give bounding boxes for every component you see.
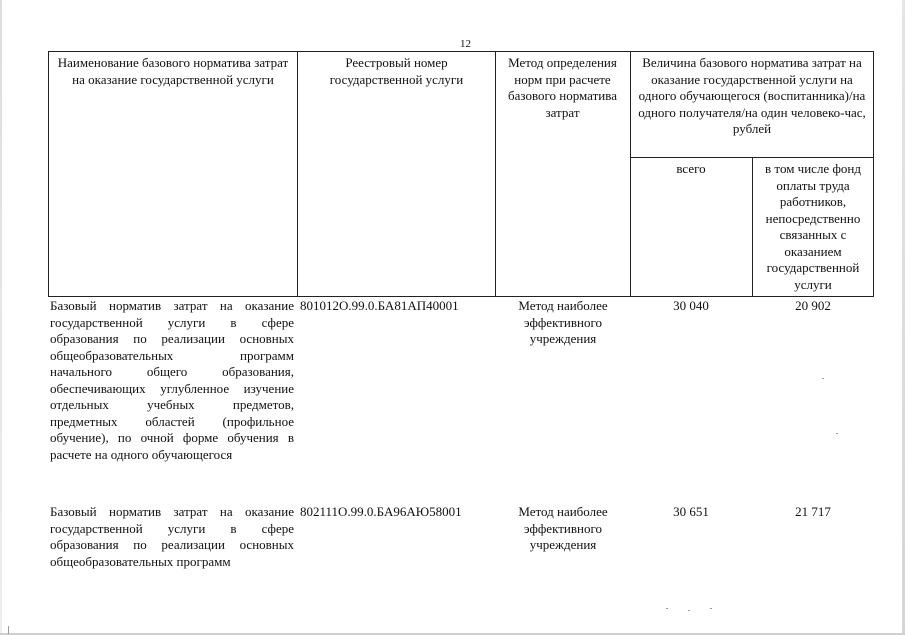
- row2-total: 30 651: [673, 504, 709, 519]
- scan-speck: [710, 608, 712, 609]
- scan-speck: [836, 433, 838, 434]
- column-divider-3: [630, 51, 631, 297]
- scan-speck: [822, 378, 824, 379]
- row1-registry: 801012О.99.0.БА81АП40001: [300, 298, 459, 313]
- row1-fund: 20 902: [795, 298, 831, 313]
- header-name: Наименование базового норматива затрат на оказание государственной услуги: [57, 55, 289, 87]
- table-right-border: [873, 51, 874, 297]
- row1-method: Метод наиболее эффективного учреждения: [518, 298, 608, 346]
- row2-registry: 802111О.99.0.БА96АЮ58001: [300, 504, 462, 519]
- table-top-border: [48, 51, 874, 52]
- column-divider-2: [495, 51, 496, 297]
- scan-speck: [666, 608, 668, 609]
- header-registry: Реестровый номер государственной услуги: [329, 55, 464, 87]
- header-value: Величина базового норматива затрат на оказание государственной услуги на одного обучающегося (воспитанника)/на одного получателя/на один человеко-час, рублей: [638, 55, 866, 136]
- table-left-border: [48, 51, 49, 297]
- page-number: 12: [460, 38, 471, 50]
- row2-name: Базовый норматив затрат на оказание государственной услуги в сфере образования по реализации основных общеобразовательных программ: [50, 504, 294, 569]
- header-fund: в том числе фонд оплаты труда работников, непосредственно связанных с оказанием государственной услуги: [765, 161, 861, 292]
- row1-name: Базовый норматив затрат на оказание государственной услуги в сфере образования по реализации основных общеобразовательных программ начального общего образования, обеспечивающих углубленное изучение отдельных учебных предметов, предметных областей (профильное обучение), по очной форме обучения в расчете на одного обучающегося: [50, 298, 294, 462]
- row2-method: Метод наиболее эффективного учреждения: [518, 504, 608, 552]
- scan-speck: [8, 626, 9, 634]
- column-divider-1: [297, 51, 298, 297]
- scan-edge-left: [0, 0, 2, 635]
- row2-fund: 21 717: [795, 504, 831, 519]
- header-method: Метод определения норм при расчете базового норматива затрат: [508, 55, 617, 120]
- header-total: всего: [676, 161, 706, 176]
- scan-speck: [688, 610, 690, 611]
- column-divider-4: [752, 157, 753, 297]
- row1-total: 30 040: [673, 298, 709, 313]
- header-bottom-border: [48, 296, 874, 297]
